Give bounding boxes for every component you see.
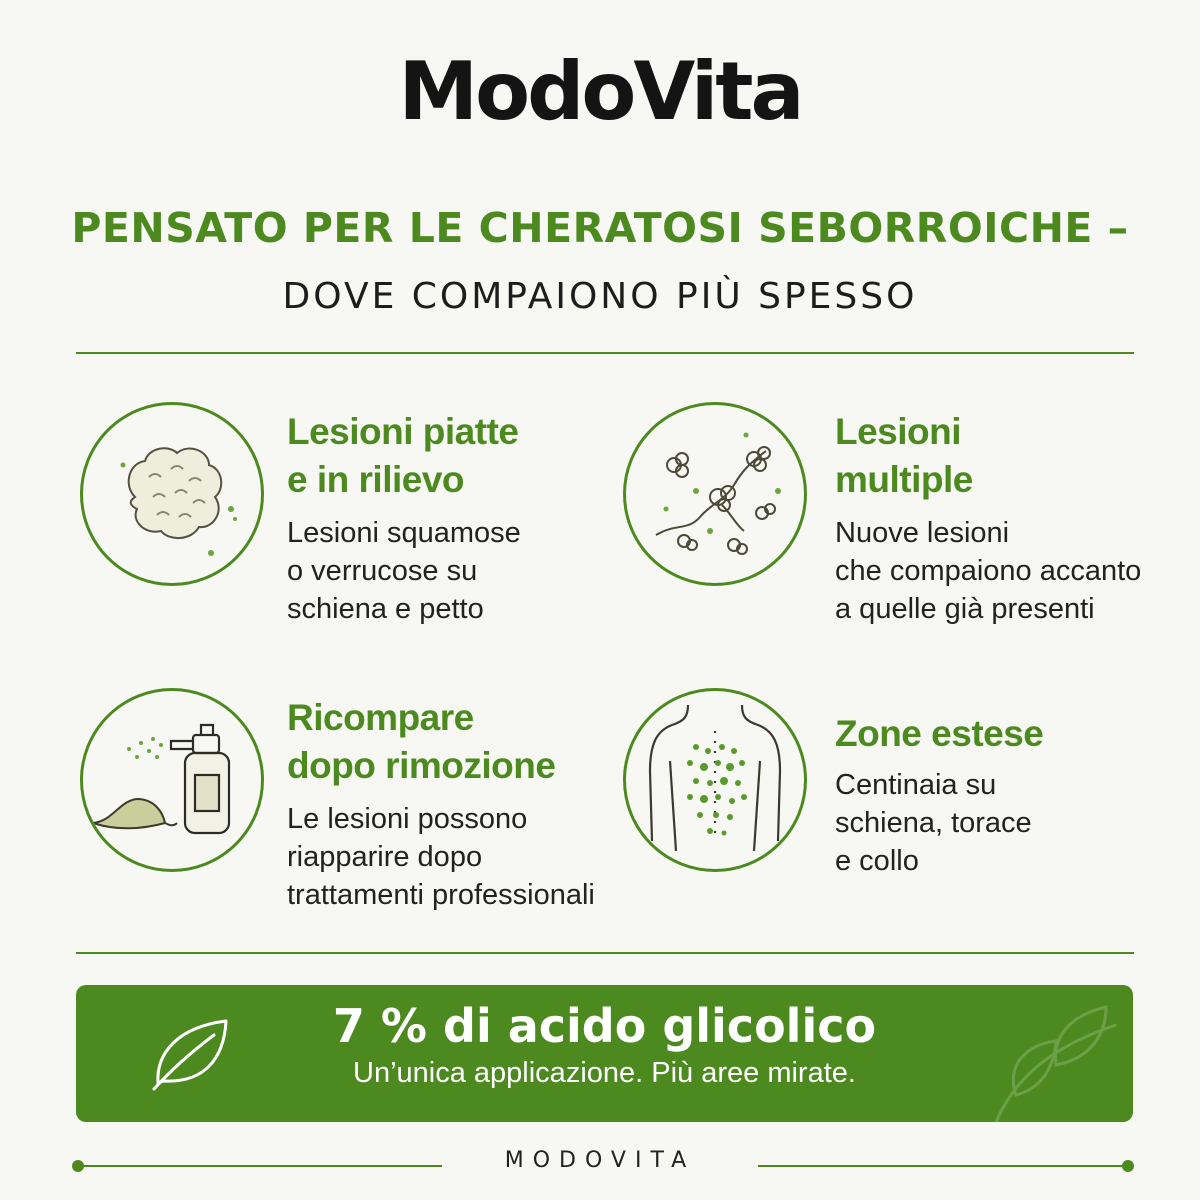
multiple-lesions-icon: [623, 402, 807, 586]
feature-title-flat-raised: Lesioni piatte e in rilievo: [287, 411, 519, 500]
spray-bottle-icon: [80, 688, 264, 872]
headline: PENSATO PER LE CHERATOSI SEBORROICHE –: [71, 204, 1129, 252]
back-torso-icon: [623, 688, 807, 872]
banner-subtitle: Un’unica applicazione. Più aree mirate.: [353, 1057, 856, 1089]
footer-brand: MODOVITA: [504, 1148, 696, 1173]
banner-title: 7 % di acido glicolico: [332, 999, 877, 1053]
brand-logo: ModoVita: [398, 45, 802, 138]
feature-title-recurrence: Ricompare dopo rimozione: [287, 697, 556, 786]
glycolic-acid-banner: [76, 985, 1133, 1122]
feature-title-multiple: Lesioni multiple: [835, 411, 973, 500]
feature-desc-recurrence: Le lesioni possono riapparire dopo trattamenti professionali: [287, 803, 595, 911]
feature-desc-multiple: Nuove lesioni che compaiono accanto a quelle già presenti: [835, 517, 1142, 625]
feature-desc-extended: Centinaia su schiena, torace e collo: [835, 769, 1032, 877]
feature-desc-flat-raised: Lesioni squamose o verrucose su schiena e petto: [287, 517, 521, 625]
top-divider: [76, 352, 1134, 354]
footer-line-right: [758, 1165, 1130, 1167]
footer-dot-right: [1122, 1160, 1134, 1172]
subheadline: DOVE COMPAIONO PIÙ SPESSO: [282, 276, 918, 317]
bottom-divider: [76, 952, 1134, 954]
flat-raised-lesion-icon: [80, 402, 264, 586]
feature-title-extended: Zone estese: [835, 713, 1044, 754]
